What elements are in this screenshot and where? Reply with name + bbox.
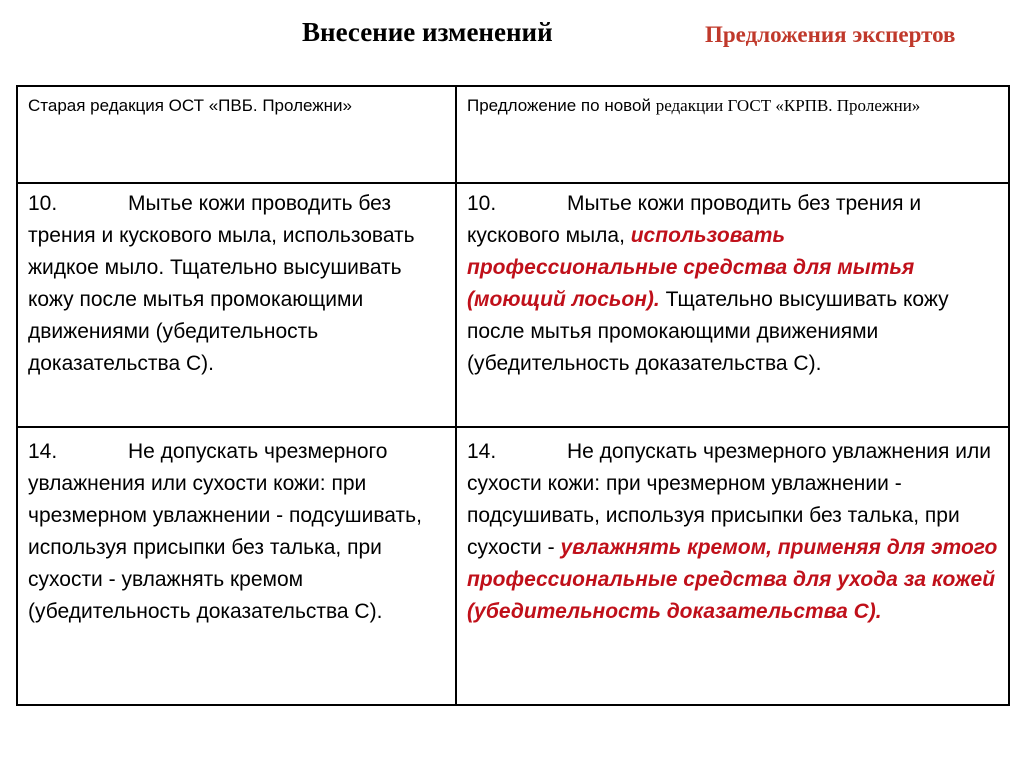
row1-old-number: 10. (28, 192, 58, 215)
header-new-text-sans: Предложение по новой (467, 96, 656, 115)
page-subtitle: Предложения экспертов (705, 22, 956, 47)
row2-new-text-a: Не допускать чрезмерного увлажнения или сухости кожи: при чрезмерном увлажнении - подсушивать, используя присыпки без талька, при сухости - (467, 440, 991, 559)
header-new-edition (456, 86, 1009, 183)
row2-new-number: 14. (467, 440, 497, 463)
header-new-text-serif: редакции ГОСТ «КРПВ. Пролежни» (655, 96, 921, 115)
header-old-text: Старая редакция ОСТ «ПВБ. Пролежни» (28, 96, 352, 115)
row2-old-text: Не допускать чрезмерного увлажнения или сухости кожи: при чрезмерном увлажнении - подсушивать, используя присыпки без талька, при сухости - увлажнять кремом (убедительность доказательства С). (28, 440, 422, 623)
row1-new-text-b: Тщательно высушивать кожу после мытья промокающими движениями (убедительность доказательства С). (467, 288, 949, 375)
row1-new-cell (456, 183, 1009, 427)
page-title: Внесение изменений (302, 17, 553, 47)
row1-new-highlight: использовать профессиональные средства для мытья (моющий лосьон). (467, 224, 915, 311)
row2-new-highlight: увлажнять кремом, применяя для этого профессиональные средства для ухода за кожей (убедительность доказательства С). (467, 536, 998, 623)
comparison-table (16, 85, 1010, 706)
row1-new-text-a: Мытье кожи проводить без трения и кускового мыла, (467, 192, 922, 247)
header-old-edition (17, 86, 456, 183)
table-row (17, 183, 1009, 427)
table-header-row (17, 86, 1009, 183)
row2-new-cell (456, 427, 1009, 705)
row1-old-cell (17, 183, 456, 427)
row2-old-cell (17, 427, 456, 705)
row1-new-number: 10. (467, 192, 497, 215)
row1-old-text: Мытье кожи проводить без трения и кускового мыла, использовать жидкое мыло. Тщательно высушивать кожу после мытья промокающими движениями (убедительность доказательства С). (28, 192, 415, 375)
table-row (17, 427, 1009, 705)
row2-old-number: 14. (28, 440, 58, 463)
